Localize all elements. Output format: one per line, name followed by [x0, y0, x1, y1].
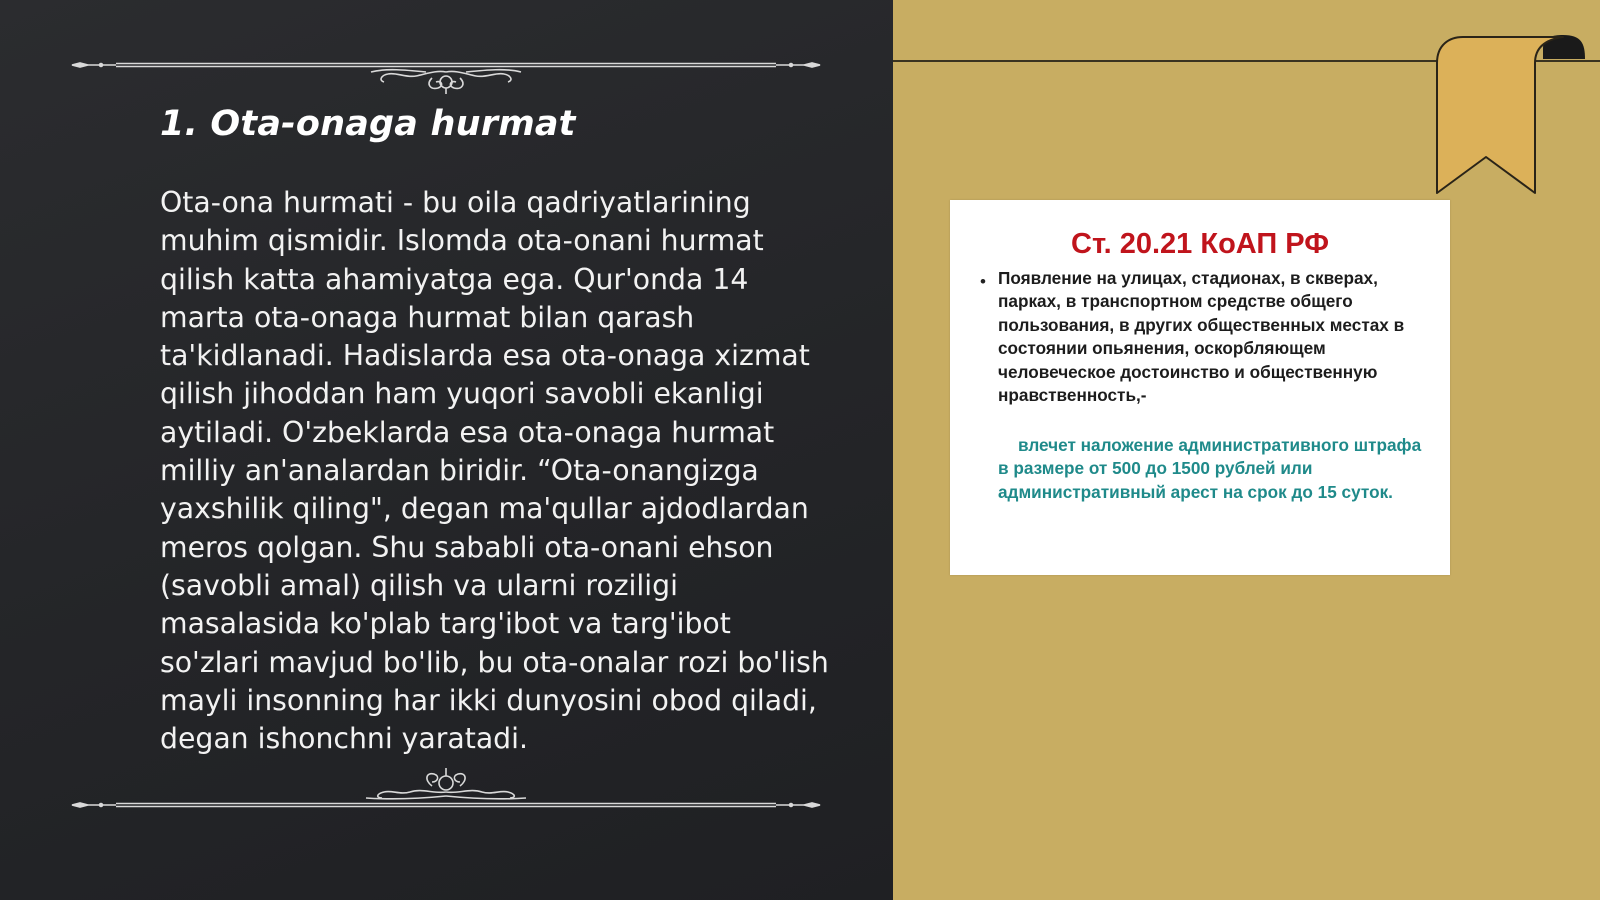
- slide-body-text: Ota-ona hurmati - bu oila qadriyatlarining muhim qismidir. Islomda ota-onani hurmat qilish katta ahamiyatga ega. Qur'onda 14 marta ota-onaga hurmat bilan qarash ta'kidlanadi. Hadislarda esa ota-onaga xizmat qilish jihoddan ham yuqori savobli ekanligi aytiladi. O'zbeklarda esa ota-onaga hurmat milliy an'analardan biridir. “Ota-onangizga yaxshilik qiling", degan ma'qullar ajdodlardan meros qolgan. Shu sababli ota-onani ehson (savobli amal) qilish va ularni roziligi masalasida ko'plab targ'ibot va targ'ibot so'zlari mavjud bo'lib, bu ota-onalar rozi bo'lish mayli insonning har ikki dunyosini obod qiladi, degan ishonchni yaratadi.: [160, 186, 829, 756]
- bookmark-ribbon-icon: [1433, 33, 1593, 203]
- card-title: Ст. 20.21 КоАП РФ: [1071, 228, 1329, 260]
- legal-article-card: [950, 200, 1450, 575]
- slide-title: 1. Ota-onaga hurmat: [160, 104, 576, 144]
- top-ornament-divider: [66, 44, 826, 94]
- card-penalty-text: влечет наложение административного штрафа в размере от 500 до 1500 рублей или административный арест на срок до 15 суток.: [998, 435, 1422, 502]
- bottom-ornament-divider: [66, 768, 826, 818]
- card-article-text: Появление на улицах, стадионах, в скверах, парках, в транспортном средстве общего пользования, в других общественных местах в состоянии опьянения, оскорбляющем человеческое достоинство и общественную нравственность,-: [998, 268, 1405, 406]
- bullet-icon: •: [980, 272, 986, 291]
